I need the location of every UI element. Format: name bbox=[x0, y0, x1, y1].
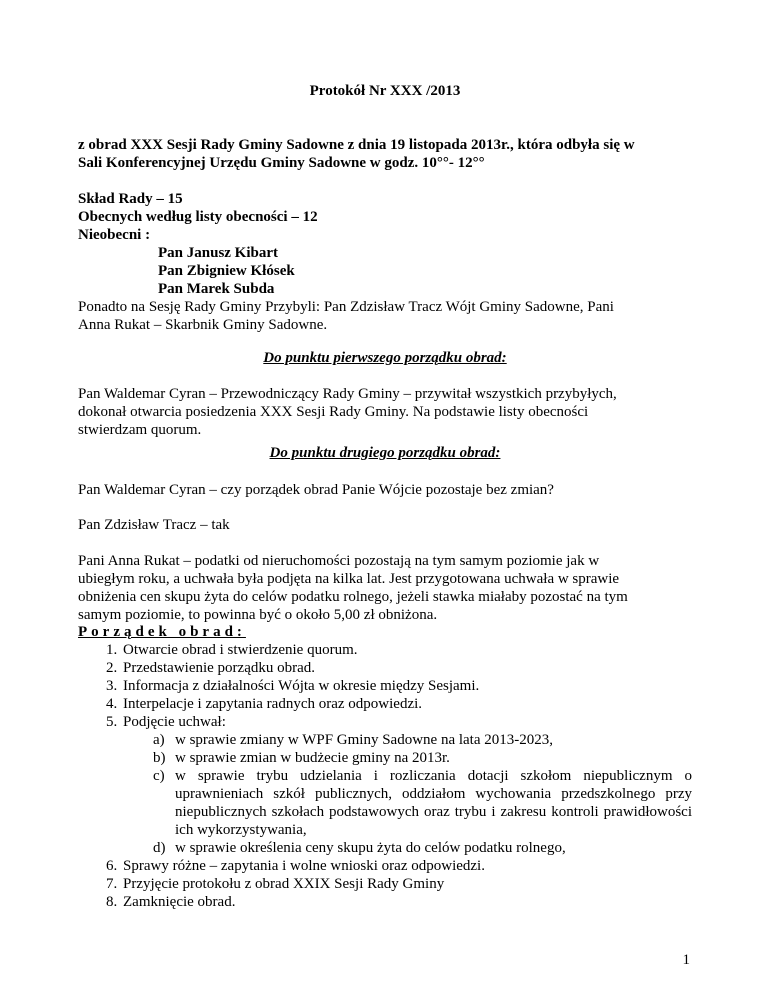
absent-member: Pan Zbigniew Kłósek bbox=[158, 263, 295, 279]
agenda-item bbox=[121, 713, 692, 857]
subitem-label: b) bbox=[153, 750, 166, 766]
rukat-line-3: obniżenia cen skupu żyta do celów podatku rolnego, jeżeli stawka miałaby pozostać na tym bbox=[78, 589, 628, 605]
section-1-line-2: dokonał otwarcia posiedzenia XXX Sesji Rady Gminy. Na podstawie listy obecności bbox=[78, 404, 589, 420]
agenda-item bbox=[121, 641, 692, 659]
agenda-subitem bbox=[153, 749, 692, 767]
subitem-text: w sprawie zmian w budżecie gminy na 2013r. bbox=[175, 750, 450, 766]
section-2-answer bbox=[78, 516, 692, 534]
subitem-text: w sprawie zmiany w WPF Gminy Sadowne na lata 2013-2023, bbox=[175, 732, 553, 748]
agenda-item bbox=[121, 677, 692, 695]
agenda-item bbox=[121, 893, 692, 911]
section-2-rukat bbox=[78, 552, 692, 624]
agenda-item-text: Przyjęcie protokołu z obrad XXIX Sesji Rady Gminy bbox=[123, 876, 445, 892]
subitem-label: d) bbox=[153, 840, 166, 856]
answer-text: Pan Zdzisław Tracz – tak bbox=[78, 517, 230, 533]
section-2-question bbox=[78, 481, 692, 499]
agenda-sublist bbox=[123, 731, 692, 857]
rukat-line-2: ubiegłym roku, a uchwała była podjęta na kilka lat. Jest przygotowana uchwała w sprawie bbox=[78, 571, 620, 587]
agenda-item bbox=[121, 857, 692, 875]
section-1-line-1: Pan Waldemar Cyran – Przewodniczący Rady Gminy – przywitał wszystkich przybyłych, bbox=[78, 386, 617, 402]
agenda-item-text: Otwarcie obrad i stwierdzenie quorum. bbox=[123, 642, 358, 658]
attendees-line-2: Anna Rukat – Skarbnik Gminy Sadowne. bbox=[78, 317, 328, 333]
section-1-paragraph bbox=[78, 385, 692, 439]
absent-member: Pan Janusz Kibart bbox=[158, 245, 279, 261]
agenda-item bbox=[121, 875, 692, 893]
rukat-line-1: Pani Anna Rukat – podatki od nieruchomości pozostają na tym samym poziomie jak w bbox=[78, 553, 600, 569]
agenda-item-text: Sprawy różne – zapytania i wolne wnioski oraz odpowiedzi. bbox=[123, 858, 485, 874]
intro-line-1: z obrad XXX Sesji Rady Gminy Sadowne z dnia 19 listopada 2013r., która odbyła się w bbox=[78, 137, 635, 153]
subitem-text: w sprawie określenia ceny skupu żyta do celów podatku rolnego, bbox=[175, 840, 566, 856]
composition-nieobecni: Nieobecni : bbox=[78, 227, 151, 243]
protocol-title: Protokół Nr XXX /2013 bbox=[309, 83, 461, 99]
page-number: 1 bbox=[682, 952, 690, 968]
agenda-title: Porządek obrad: bbox=[78, 624, 246, 640]
rukat-line-4: samym poziomie, to powinna być o około 5,00 zł obniżona. bbox=[78, 607, 438, 623]
agenda-item-text: Podjęcie uchwał: bbox=[123, 714, 226, 730]
composition-obecnych: Obecnych według listy obecności – 12 bbox=[78, 209, 318, 225]
attendees-line-1: Ponadto na Sesję Rady Gminy Przybyli: Pan Zdzisław Tracz Wójt Gminy Sadowne, Pani bbox=[78, 299, 614, 315]
question-text: Pan Waldemar Cyran – czy porządek obrad Panie Wójcie pozostaje bez zmian? bbox=[78, 482, 554, 498]
agenda-item-text: Informacja z działalności Wójta w okresie między Sesjami. bbox=[123, 678, 480, 694]
intro-line-2: Sali Konferencyjnej Urzędu Gminy Sadowne w godz. 10°°- 12°° bbox=[78, 155, 485, 171]
agenda-list bbox=[78, 641, 692, 911]
composition-sklad: Skład Rady – 15 bbox=[78, 191, 183, 207]
agenda-item-text: Zamknięcie obrad. bbox=[123, 894, 236, 910]
section-1-line-3: stwierdzam quorum. bbox=[78, 422, 202, 438]
meeting-intro bbox=[78, 136, 692, 172]
agenda-subitem bbox=[153, 839, 692, 857]
agenda-item bbox=[121, 659, 692, 677]
subitem-label: a) bbox=[153, 732, 165, 748]
council-composition bbox=[78, 190, 692, 298]
agenda-item-text: Przedstawienie porządku obrad. bbox=[123, 660, 316, 676]
agenda bbox=[78, 623, 692, 911]
agenda-subitem bbox=[153, 767, 692, 839]
absent-member: Pan Marek Subda bbox=[158, 281, 275, 297]
agenda-item-text: Interpelacje i zapytania radnych oraz odpowiedzi. bbox=[123, 696, 423, 712]
agenda-item bbox=[121, 695, 692, 713]
section-1-heading: Do punktu pierwszego porządku obrad: bbox=[263, 350, 507, 366]
agenda-subitem bbox=[153, 731, 692, 749]
section-2-heading: Do punktu drugiego porządku obrad: bbox=[269, 445, 501, 461]
subitem-label: c) bbox=[153, 768, 165, 784]
subitem-text: w sprawie trybu udzielania i rozliczania dotacji szkołom niepublicznym o uprawnieniach szkół publicznych, oddziałom wychowania przedszkolnego przy niepublicznych szkołach podstawowych oraz trybu i zakresu kontroli prawidłowości ich wykorzystywania, bbox=[175, 768, 692, 838]
attendees-paragraph bbox=[78, 298, 692, 334]
